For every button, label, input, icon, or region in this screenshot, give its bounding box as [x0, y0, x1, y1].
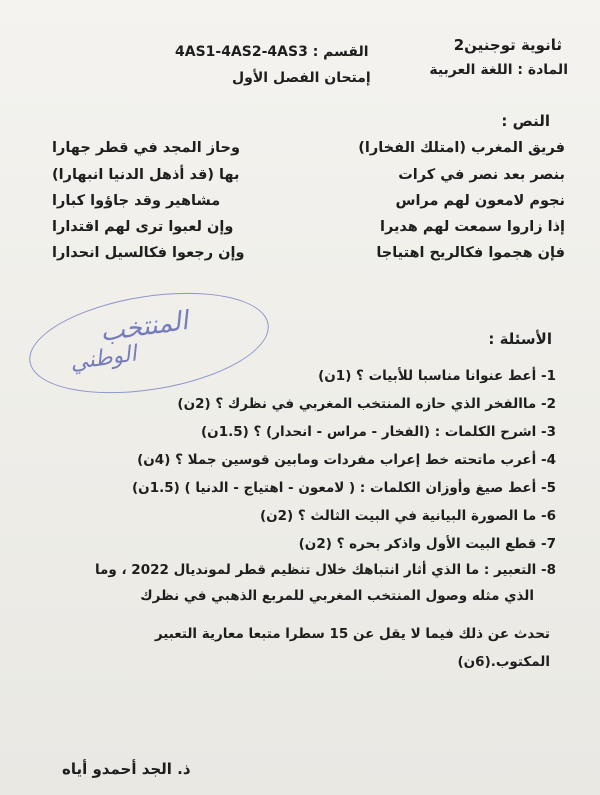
- subject-line: المادة : اللغة العربية: [429, 62, 568, 78]
- essay-line-2: الذي مثله وصول المنتخب المغربي للمربع الذهبي في نظرك: [140, 588, 534, 604]
- stamp-text-line2: الوطني: [68, 341, 139, 376]
- question-6: 6- ما الصورة البيانية في البيت الثالث ؟ (2ن): [259, 508, 556, 524]
- verse-5-left: وإن رجعوا فكالسيل انحدارا: [52, 245, 245, 261]
- exam-title: إمتحان الفصل الأول: [232, 70, 371, 86]
- question-4: 4- أعرب ماتحته خط إعراب مفردات ومابين قوسين جملا ؟ (4ن): [137, 452, 556, 468]
- text-title: النص :: [501, 112, 550, 130]
- essay-line-3: تحدث عن ذلك فيما لا يقل عن 15 سطرا متبعا معارية التعبير: [154, 626, 550, 642]
- essay-line-1: 8- التعبير : ما الذي أثار انتباهك خلال تنظيم قطر لمونديال 2022 ، وما: [94, 562, 556, 578]
- verse-2-right: بنصر بعد نصر في كرات: [398, 167, 565, 183]
- verse-1-right: فريق المغرب (امتلك الفخارا): [358, 140, 565, 156]
- question-1: 1- أعط عنوانا مناسبا للأبيات ؟ (1ن): [318, 368, 556, 384]
- verse-4-right: إذا زاروا سمعت لهم هديرا: [380, 219, 565, 235]
- questions-title: الأسئلة :: [488, 330, 552, 348]
- essay-line-4: المكتوب.(6ن): [457, 654, 550, 670]
- school-name: ثانوية توجنين2: [453, 36, 562, 54]
- question-3: 3- اشرح الكلمات : (الفخار - مراس - انحدار) ؟ (1.5ن): [201, 424, 556, 440]
- question-5: 5- أعط صيغ وأوزان الكلمات : ( لامعون - اهتياج - الدنيا ) (1.5ن): [132, 480, 556, 496]
- verse-4-left: وإن لعبوا ترى لهم اقتدارا: [52, 219, 234, 235]
- stamp-text-line1: المنتخب: [98, 306, 190, 348]
- verse-3-right: نجوم لامعون لهم مراس: [395, 193, 565, 209]
- teacher-name: ذ. الجد أحمدو أياه: [62, 760, 191, 778]
- class-section: القسم : 4AS1-4AS2-4AS3: [175, 44, 369, 60]
- verse-5-right: فإن هجموا فكالريح اهتياجا: [376, 245, 565, 261]
- verse-2-left: بها (قد أذهل الدنيا انبهارا): [52, 167, 240, 183]
- verse-3-left: مشاهير وقد جاؤوا كبارا: [52, 193, 221, 209]
- verse-1-left: وحاز المجد في قطر جهارا: [52, 140, 240, 156]
- question-7: 7- قطع البيت الأول واذكر بحره ؟ (2ن): [298, 536, 556, 552]
- question-2: 2- ماالفخر الذي حازه المنتخب المغربي في نظرك ؟ (2ن): [177, 396, 556, 412]
